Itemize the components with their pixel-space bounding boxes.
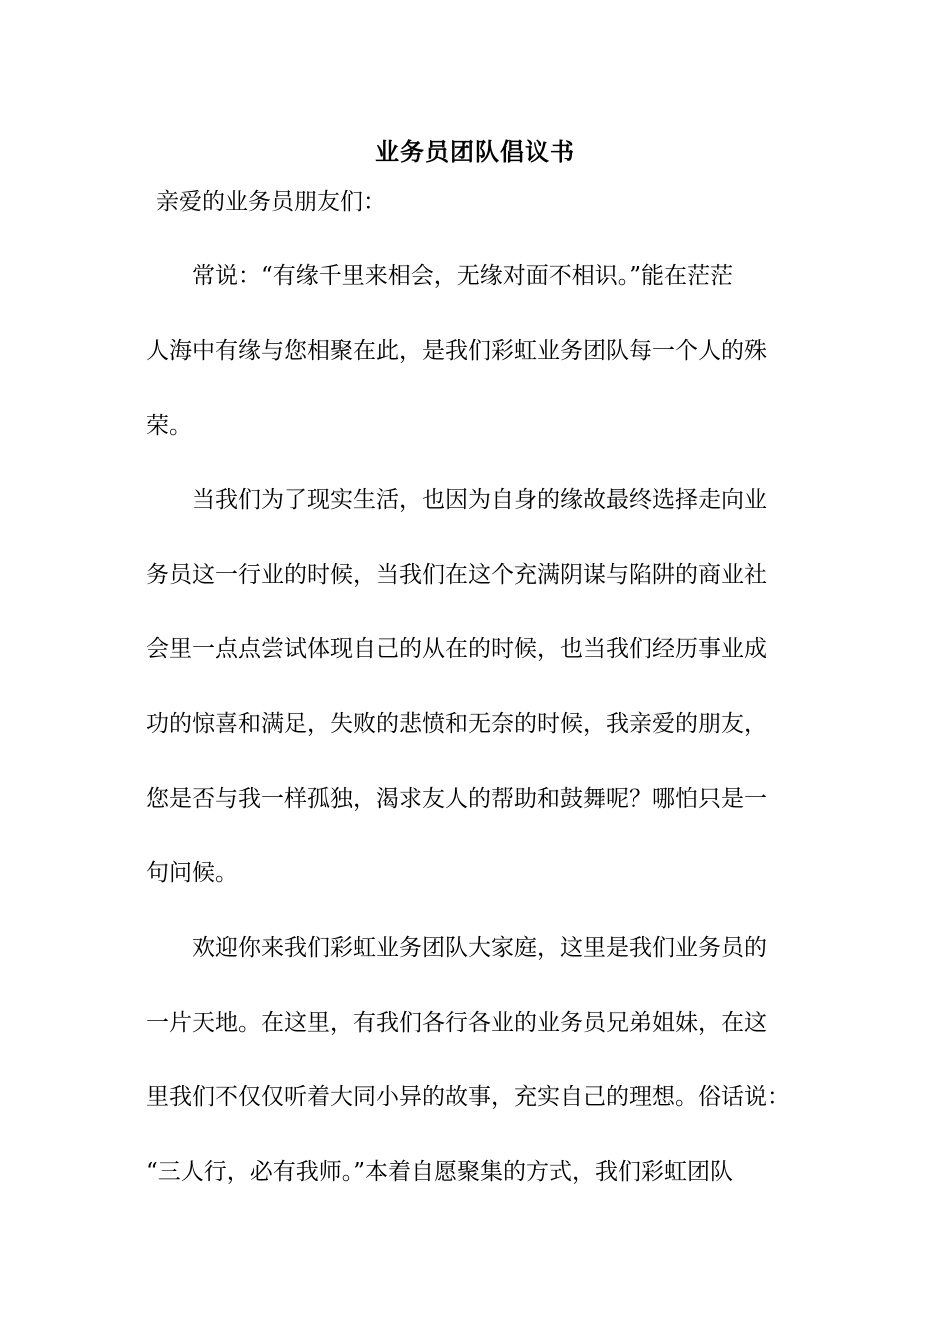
body-line: 一片天地。在这里，有我们各行各业的业务员兄弟姐妹，在这 — [146, 1010, 767, 1036]
body-line: 常说：“有缘千里来相会，无缘对面不相识。”能在茫茫 — [146, 263, 734, 289]
salutation: 亲爱的业务员朋友们： — [156, 189, 386, 215]
body-line: 荣。 — [146, 413, 192, 439]
document-title: 业务员团队倡议书 — [375, 137, 575, 166]
body-line: 务员这一行业的时候，当我们在这个充满阴谋与陷阱的商业社 — [146, 562, 767, 588]
body-line: 会里一点点尝试体现自己的从在的时候，也当我们经历事业成 — [146, 636, 767, 662]
body-line: 里我们不仅仅听着大同小异的故事，充实自己的理想。俗话说： — [146, 1084, 790, 1110]
body-line: “三人行，必有我师。”本着自愿聚集的方式，我们彩虹团队 — [146, 1159, 734, 1185]
body-line: 欢迎你来我们彩虹业务团队大家庭，这里是我们业务员的 — [146, 935, 767, 961]
body-line: 功的惊喜和满足，失败的悲愤和无奈的时候，我亲爱的朋友， — [146, 711, 767, 737]
body-line: 句问候。 — [146, 860, 238, 886]
body-line: 当我们为了现实生活，也因为自身的缘故最终选择走向业 — [146, 487, 767, 513]
body-line: 您是否与我一样孤独，渴求友人的帮助和鼓舞呢？哪怕只是一 — [146, 786, 767, 812]
body-line: 人海中有缘与您相聚在此，是我们彩虹业务团队每一个人的殊 — [146, 338, 767, 364]
